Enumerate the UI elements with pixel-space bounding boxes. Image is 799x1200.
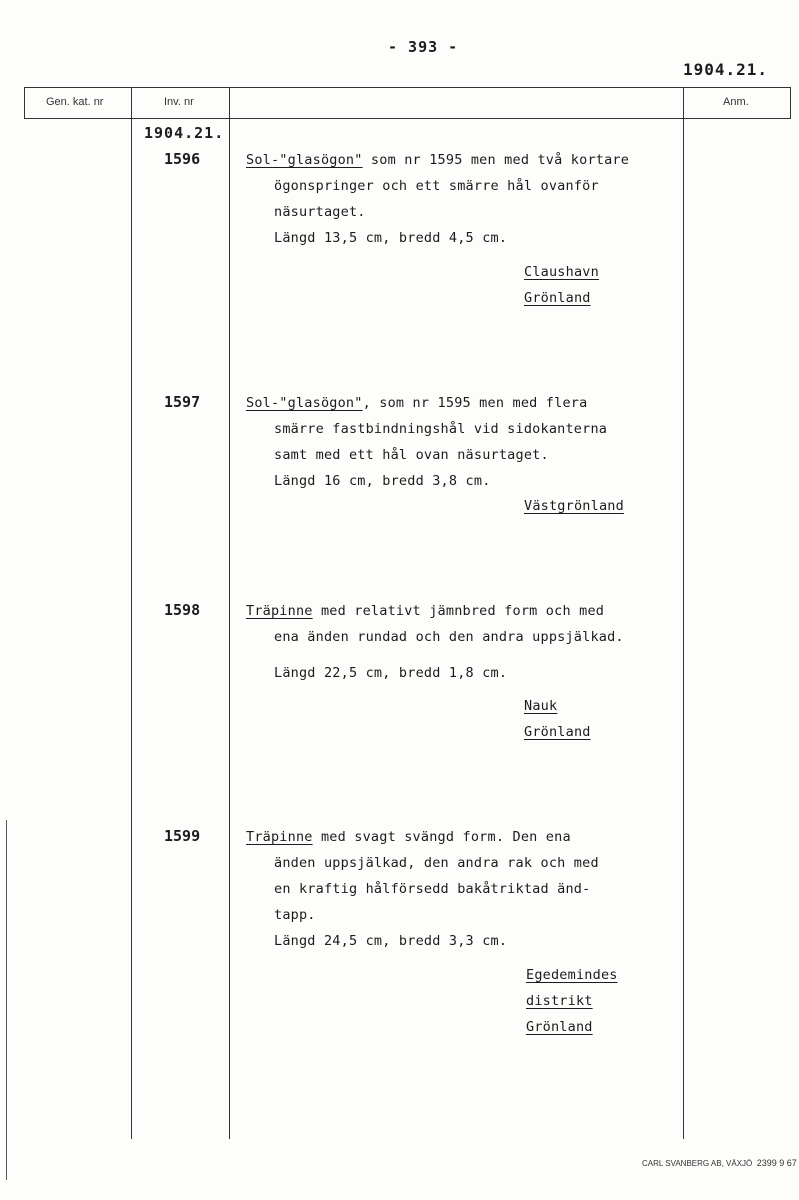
entry-text-line: en kraftig hålförsedd bakåtriktad änd- — [274, 881, 591, 897]
series-label: 1904.21. — [144, 124, 225, 142]
entry-text-line: änden uppsjälkad, den andra rak och med — [274, 855, 599, 871]
printer-imprint — [642, 1158, 797, 1168]
table-header-rule — [24, 118, 791, 119]
form-code: 2399 9 67 — [756, 1158, 797, 1168]
entry-text-line: tapp. — [274, 907, 316, 923]
inventory-number: 1599 — [164, 827, 201, 845]
object-term: Sol-"glasögon" — [246, 395, 363, 411]
entry-text-line: näsurtaget. — [274, 204, 366, 220]
catalog-series-header: 1904.21. — [683, 60, 769, 79]
entry-measurements: Längd 16 cm, bredd 3,8 cm. — [274, 473, 491, 489]
inventory-number: 1598 — [164, 601, 201, 619]
entry-text: , som nr 1595 men med flera — [362, 395, 588, 411]
entry-first-line — [246, 395, 587, 411]
locality: Grönland — [524, 724, 591, 740]
entry-measurements: Längd 22,5 cm, bredd 1,8 cm. — [274, 665, 508, 681]
entry-text: med relativt jämnbred form och med — [312, 603, 605, 619]
column-divider-inv-desc — [229, 87, 230, 1139]
page-number: - 393 - — [388, 38, 459, 56]
locality: Egedemindes — [526, 967, 618, 983]
table-right-border — [790, 87, 791, 119]
table-top-rule — [24, 87, 791, 88]
column-header-anm: Anm. — [723, 96, 749, 108]
locality: Claushavn — [524, 264, 599, 280]
locality: Grönland — [524, 290, 591, 306]
entry-first-line — [246, 829, 571, 845]
locality: distrikt — [526, 993, 593, 1009]
inventory-number: 1597 — [164, 393, 201, 411]
locality: Nauk — [524, 698, 558, 714]
column-divider-desc-anm — [683, 87, 684, 1139]
printer-name: CARL SVANBERG AB, VÄXJÖ — [642, 1159, 753, 1168]
entry-first-line — [246, 603, 604, 619]
object-term: Träpinne — [246, 603, 313, 619]
entry-text-line: smärre fastbindningshål vid sidokanterna — [274, 421, 608, 437]
entry-text-line: ena änden rundad och den andra uppsjälkad. — [274, 629, 624, 645]
entry-text: med svagt svängd form. Den ena — [312, 829, 571, 845]
entry-measurements: Längd 13,5 cm, bredd 4,5 cm. — [274, 230, 508, 246]
entry-text-line: samt med ett hål ovan näsurtaget. — [274, 447, 549, 463]
object-term: Träpinne — [246, 829, 313, 845]
column-header-gen-kat-nr: Gen. kat. nr — [46, 96, 104, 108]
entry-first-line — [246, 152, 629, 168]
column-divider-gen-inv — [131, 87, 132, 1139]
binding-margin-line — [6, 820, 7, 1180]
column-header-inv-nr: Inv. nr — [164, 96, 194, 108]
entry-measurements: Längd 24,5 cm, bredd 3,3 cm. — [274, 933, 508, 949]
locality: Grönland — [526, 1019, 593, 1035]
table-left-border — [24, 87, 25, 119]
object-term: Sol-"glasögon" — [246, 152, 363, 168]
inventory-number: 1596 — [164, 150, 201, 168]
locality: Västgrönland — [524, 498, 624, 514]
entry-text: som nr 1595 men med två kortare — [362, 152, 630, 168]
entry-text-line: ögonspringer och ett smärre hål ovanför — [274, 178, 599, 194]
